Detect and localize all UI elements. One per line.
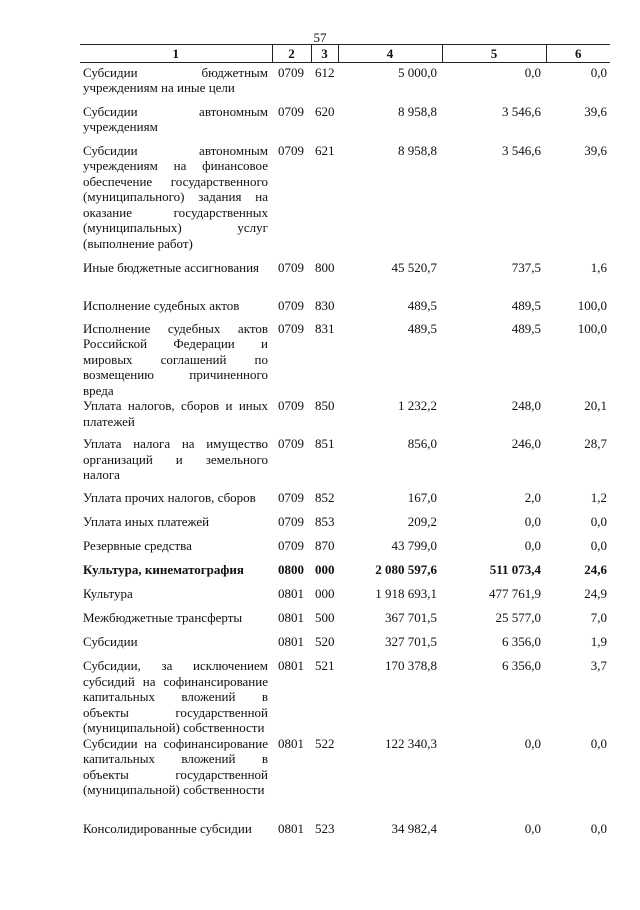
row-executed-amount: 511 073,4 <box>489 562 541 577</box>
row-approved-amount: 5 000,0 <box>398 64 437 80</box>
row-executed-amount: 6 356,0 <box>502 658 541 673</box>
row-execution-percent: 28,7 <box>584 436 607 451</box>
row-section-code: 0709 <box>278 436 304 451</box>
row-executed-amount: 6 356,0 <box>502 634 541 649</box>
row-name-cell: Консолидированные субсидии <box>83 820 252 836</box>
row-executed-amount: 0,0 <box>524 514 541 529</box>
row-execution-percent: 100,0 <box>577 297 607 313</box>
row-name-cell: Субсидии на софинансирование капитальных вложений в объекты государственной (муниципальной) собственности <box>83 735 268 797</box>
column-header: 4 <box>338 45 442 63</box>
table-row <box>80 436 610 490</box>
row-section-code: 0801 <box>278 586 304 601</box>
table-row <box>80 398 610 436</box>
table-row <box>80 104 610 143</box>
row-approved-amount: 209,2 <box>407 514 437 529</box>
row-executed-amount: 246,0 <box>511 436 541 451</box>
row-expense-type-code: 523 <box>315 820 335 836</box>
row-expense-type-code: 831 <box>315 320 335 336</box>
row-expense-type-code: 853 <box>315 514 335 529</box>
row-execution-percent: 39,6 <box>584 142 607 158</box>
table-row <box>80 321 610 399</box>
row-section-code: 0709 <box>278 103 304 119</box>
row-execution-percent: 1,2 <box>590 490 607 505</box>
row-executed-amount: 3 546,6 <box>502 103 541 119</box>
row-section-code: 0709 <box>278 297 304 313</box>
row-expense-type-code: 850 <box>315 398 335 413</box>
row-expense-type-code: 500 <box>315 610 335 625</box>
row-executed-amount: 3 546,6 <box>502 142 541 158</box>
row-section-code: 0800 <box>278 562 304 577</box>
row-expense-type-code: 000 <box>315 562 335 577</box>
table-row <box>80 490 610 514</box>
row-name-cell: Субсидии бюджетным учреждениям на иные цели <box>83 64 268 95</box>
row-section-code: 0801 <box>278 658 304 673</box>
row-executed-amount: 2,0 <box>524 490 541 505</box>
row-section-code: 0801 <box>278 610 304 625</box>
row-execution-percent: 20,1 <box>584 398 607 413</box>
row-expense-type-code: 521 <box>315 658 335 673</box>
row-approved-amount: 489,5 <box>407 297 437 313</box>
row-expense-type-code: 851 <box>315 436 335 451</box>
column-header: 6 <box>546 45 610 63</box>
row-name-cell: Субсидии <box>83 634 138 649</box>
row-section-code: 0709 <box>278 259 304 275</box>
row-approved-amount: 8 958,8 <box>398 142 437 158</box>
row-name-cell: Исполнение судебных актов <box>83 297 240 313</box>
row-approved-amount: 489,5 <box>407 320 437 336</box>
table-row <box>80 62 610 104</box>
row-name-cell: Уплата прочих налогов, сборов <box>83 490 256 505</box>
row-name-cell: Субсидии, за исключением субсидий на софинансирование капитальных вложений в объекты государственной (муниципальной) собственности <box>83 658 268 735</box>
row-approved-amount: 367 701,5 <box>385 610 437 625</box>
row-section-code: 0709 <box>278 142 304 158</box>
row-section-code: 0801 <box>278 820 304 836</box>
row-expense-type-code: 621 <box>315 142 335 158</box>
row-executed-amount: 0,0 <box>524 820 541 836</box>
row-execution-percent: 0,0 <box>590 514 607 529</box>
column-header: 3 <box>311 45 338 63</box>
table-row <box>80 562 610 586</box>
table-row <box>80 634 610 658</box>
row-execution-percent: 100,0 <box>577 320 607 336</box>
row-executed-amount: 489,5 <box>511 297 541 313</box>
row-executed-amount: 25 577,0 <box>495 610 541 625</box>
row-name-cell: Исполнение судебных актов Российской Федерации и мировых соглашений по возмещению причиненного вреда <box>83 320 268 398</box>
page-number: 57 <box>313 30 327 45</box>
row-approved-amount: 167,0 <box>407 490 437 505</box>
row-execution-percent: 7,0 <box>590 610 607 625</box>
row-name-cell: Субсидии автономным учреждениям <box>83 103 268 134</box>
row-expense-type-code: 620 <box>315 103 335 119</box>
row-approved-amount: 2 080 597,6 <box>375 562 437 577</box>
row-approved-amount: 1 232,2 <box>398 398 437 413</box>
row-execution-percent: 39,6 <box>584 103 607 119</box>
row-execution-percent: 0,0 <box>590 538 607 553</box>
row-execution-percent: 24,6 <box>584 562 607 577</box>
row-execution-percent: 24,9 <box>584 586 607 601</box>
table-row <box>80 514 610 538</box>
row-executed-amount: 0,0 <box>524 538 541 553</box>
column-header: 1 <box>80 45 272 63</box>
column-header: 5 <box>442 45 546 63</box>
row-executed-amount: 477 761,9 <box>489 586 541 601</box>
row-section-code: 0801 <box>278 634 304 649</box>
row-expense-type-code: 612 <box>315 64 335 80</box>
row-executed-amount: 489,5 <box>511 320 541 336</box>
row-executed-amount: 248,0 <box>511 398 541 413</box>
row-section-code: 0801 <box>278 735 304 751</box>
row-approved-amount: 327 701,5 <box>385 634 437 649</box>
row-section-code: 0709 <box>278 320 304 336</box>
table-row <box>80 143 610 260</box>
table-row <box>80 298 610 321</box>
table-row <box>80 658 610 736</box>
row-approved-amount: 43 799,0 <box>391 538 437 553</box>
row-approved-amount: 34 982,4 <box>391 820 437 836</box>
row-name-cell: Межбюджетные трансферты <box>83 610 243 625</box>
row-approved-amount: 45 520,7 <box>391 259 437 275</box>
row-executed-amount: 0,0 <box>524 64 541 80</box>
row-name-cell: Иные бюджетные ассигнования <box>83 259 260 275</box>
row-section-code: 0709 <box>278 514 304 529</box>
row-execution-percent: 1,9 <box>590 634 607 649</box>
row-executed-amount: 0,0 <box>524 735 541 751</box>
row-expense-type-code: 870 <box>315 538 335 553</box>
table-row <box>80 586 610 610</box>
row-name-cell: Субсидии автономным учреждениям на финансовое обеспечение государственного (муниципального) задания на оказание государственных (муниципальных) услуг (выполнение работ) <box>83 142 268 251</box>
budget-table <box>80 44 610 891</box>
table-row <box>80 260 610 298</box>
row-approved-amount: 856,0 <box>407 436 437 451</box>
row-section-code: 0709 <box>278 538 304 553</box>
row-execution-percent: 0,0 <box>590 820 607 836</box>
row-expense-type-code: 830 <box>315 297 335 313</box>
row-section-code: 0709 <box>278 490 304 505</box>
table-row <box>80 610 610 634</box>
row-executed-amount: 737,5 <box>511 259 541 275</box>
row-name-cell: Резервные средства <box>83 538 192 553</box>
row-execution-percent: 3,7 <box>590 658 607 673</box>
row-name-cell: Уплата налога на имущество организаций и земельного налога <box>83 436 268 482</box>
row-expense-type-code: 800 <box>315 259 335 275</box>
table-row <box>80 538 610 562</box>
row-execution-percent: 0,0 <box>590 64 607 80</box>
row-execution-percent: 1,6 <box>590 259 607 275</box>
table-row <box>80 736 610 821</box>
row-execution-percent: 0,0 <box>590 735 607 751</box>
row-approved-amount: 122 340,3 <box>385 735 437 751</box>
row-expense-type-code: 852 <box>315 490 335 505</box>
row-approved-amount: 8 958,8 <box>398 103 437 119</box>
row-expense-type-code: 522 <box>315 735 335 751</box>
row-approved-amount: 170 378,8 <box>385 658 437 673</box>
row-name-cell: Культура, кинематография <box>83 562 244 577</box>
row-expense-type-code: 520 <box>315 634 335 649</box>
row-name-cell: Уплата налогов, сборов и иных платежей <box>83 398 268 429</box>
row-section-code: 0709 <box>278 64 304 80</box>
column-header: 2 <box>272 45 311 63</box>
table-header-row <box>80 45 610 63</box>
row-approved-amount: 1 918 693,1 <box>375 586 437 601</box>
row-expense-type-code: 000 <box>315 586 335 601</box>
table-row <box>80 821 610 891</box>
row-name-cell: Уплата иных платежей <box>83 514 210 529</box>
row-name-cell: Культура <box>83 586 133 601</box>
row-section-code: 0709 <box>278 398 304 413</box>
